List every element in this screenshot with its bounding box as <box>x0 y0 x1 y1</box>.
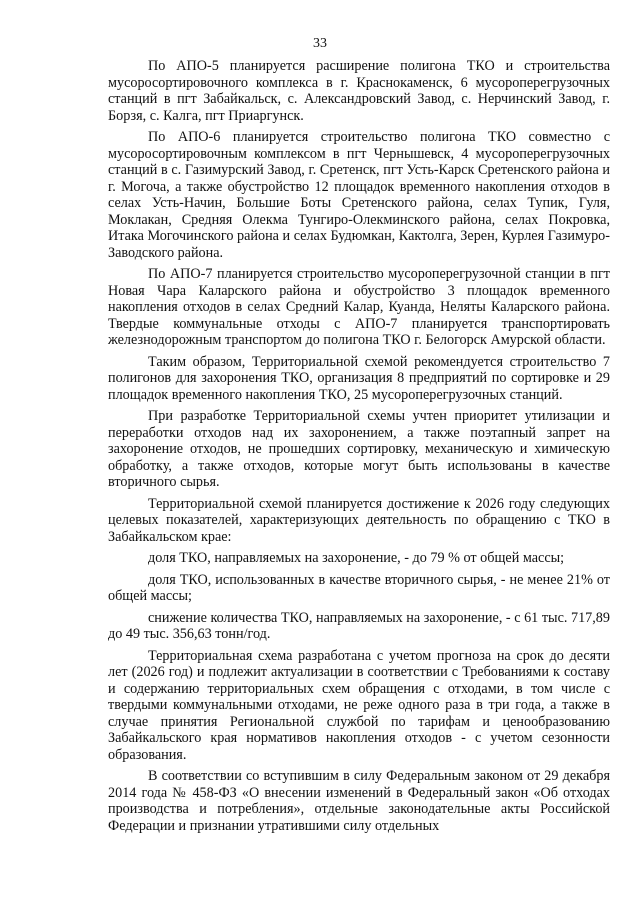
document-body <box>108 58 610 839</box>
paragraph-targets-intro: Территориальной схемой планируется достижение к 2026 году следующих целевых показателей, характеризующих деятельность по обращению с ТКО в Забайкальском крае: <box>108 495 610 545</box>
paragraph-target-recycled-share: доля ТКО, использованных в качестве вторичного сырья, - не менее 21% от общей массы; <box>108 571 610 604</box>
paragraph-target-reduction: снижение количества ТКО, направляемых на захоронение, - с 61 тыс. 717,89 до 49 тыс. 356,63 тонн/год. <box>108 609 610 642</box>
paragraph-summary: Таким образом, Территориальной схемой рекомендуется строительство 7 полигонов для захоронения ТКО, организация 8 предприятий по сортировке и 29 площадок временного накопления ТКО, 25 мусороперегрузочных станций. <box>108 353 610 403</box>
paragraph-federal-law: В соответствии со вступившим в силу Федеральным законом от 29 декабря 2014 года № 458-ФЗ «О внесении изменений в Федеральный закон «Об отходах производства и потребления», отдельные законодательные акты Российской Федерации и признании утратившими силу отдельных <box>108 768 610 834</box>
paragraph-priority: При разработке Территориальной схемы учтен приоритет утилизации и переработки отходов над их захоронением, а также поэтапный запрет на захоронение отходов, не прошедших сортировку, механическую и химическую обработку, а также отходов, которые могут быть использованы в качестве вторичного сырья. <box>108 408 610 490</box>
paragraph-apo6: По АПО-6 планируется строительство полигона ТКО совместно с мусоросортировочным комплексом в пгт Чернышевск, 4 мусороперегрузочных станций в с. Газимурский Завод, г. Сретенск, пгт Усть-Карск Сретенского района и г. Могоча, а также обустройство 12 площадок временного накопления отходов в селах Усть-Начин, Большие Боты Сретенского района, селах Тупик, Гуля, Моклакан, Средняя Олекма Тунгиро-Олекминского района, селах Покровка, Итака Могочинского района и селах Будюмкан, Кактолга, Зерен, Курлея Газимуро-Заводского района. <box>108 129 610 261</box>
paragraph-apo7: По АПО-7 планируется строительство мусороперегрузочной станции в пгт Новая Чара Каларского района и обустройство 3 площадок временного накопления отходов в селах Средний Калар, Куанда, Неляты Каларского района. Твердые коммунальные отходы с АПО-7 планируется транспортировать железнодорожным транспортом до полигона ТКО г. Белогорск Амурской области. <box>108 266 610 348</box>
paragraph-actualization: Территориальная схема разработана с учетом прогноза на срок до десяти лет (2026 год) и подлежит актуализации в соответствии с Требованиями к составу и содержанию территориальных схем обращения с отходами, в том числе с твердыми коммунальными отходами, не реже одного раза в три года, а также в случае принятия Региональной службой по тарифам и ценообразованию Забайкальского края нормативов накопления отходов - с учетом сезонности образования. <box>108 647 610 763</box>
paragraph-target-landfill-share: доля ТКО, направляемых на захоронение, - до 79 % от общей массы; <box>148 550 565 566</box>
page-number: 33 <box>313 36 327 51</box>
paragraph-apo5: По АПО-5 планируется расширение полигона ТКО и строительства мусоросортировочного комплекса в г. Краснокаменск, 6 мусороперегрузочных станций в пгт Забайкальск, с. Александровский Завод, с. Нерчинский Завод, г. Борзя, с. Калга, пгт Приаргунск. <box>108 58 610 124</box>
